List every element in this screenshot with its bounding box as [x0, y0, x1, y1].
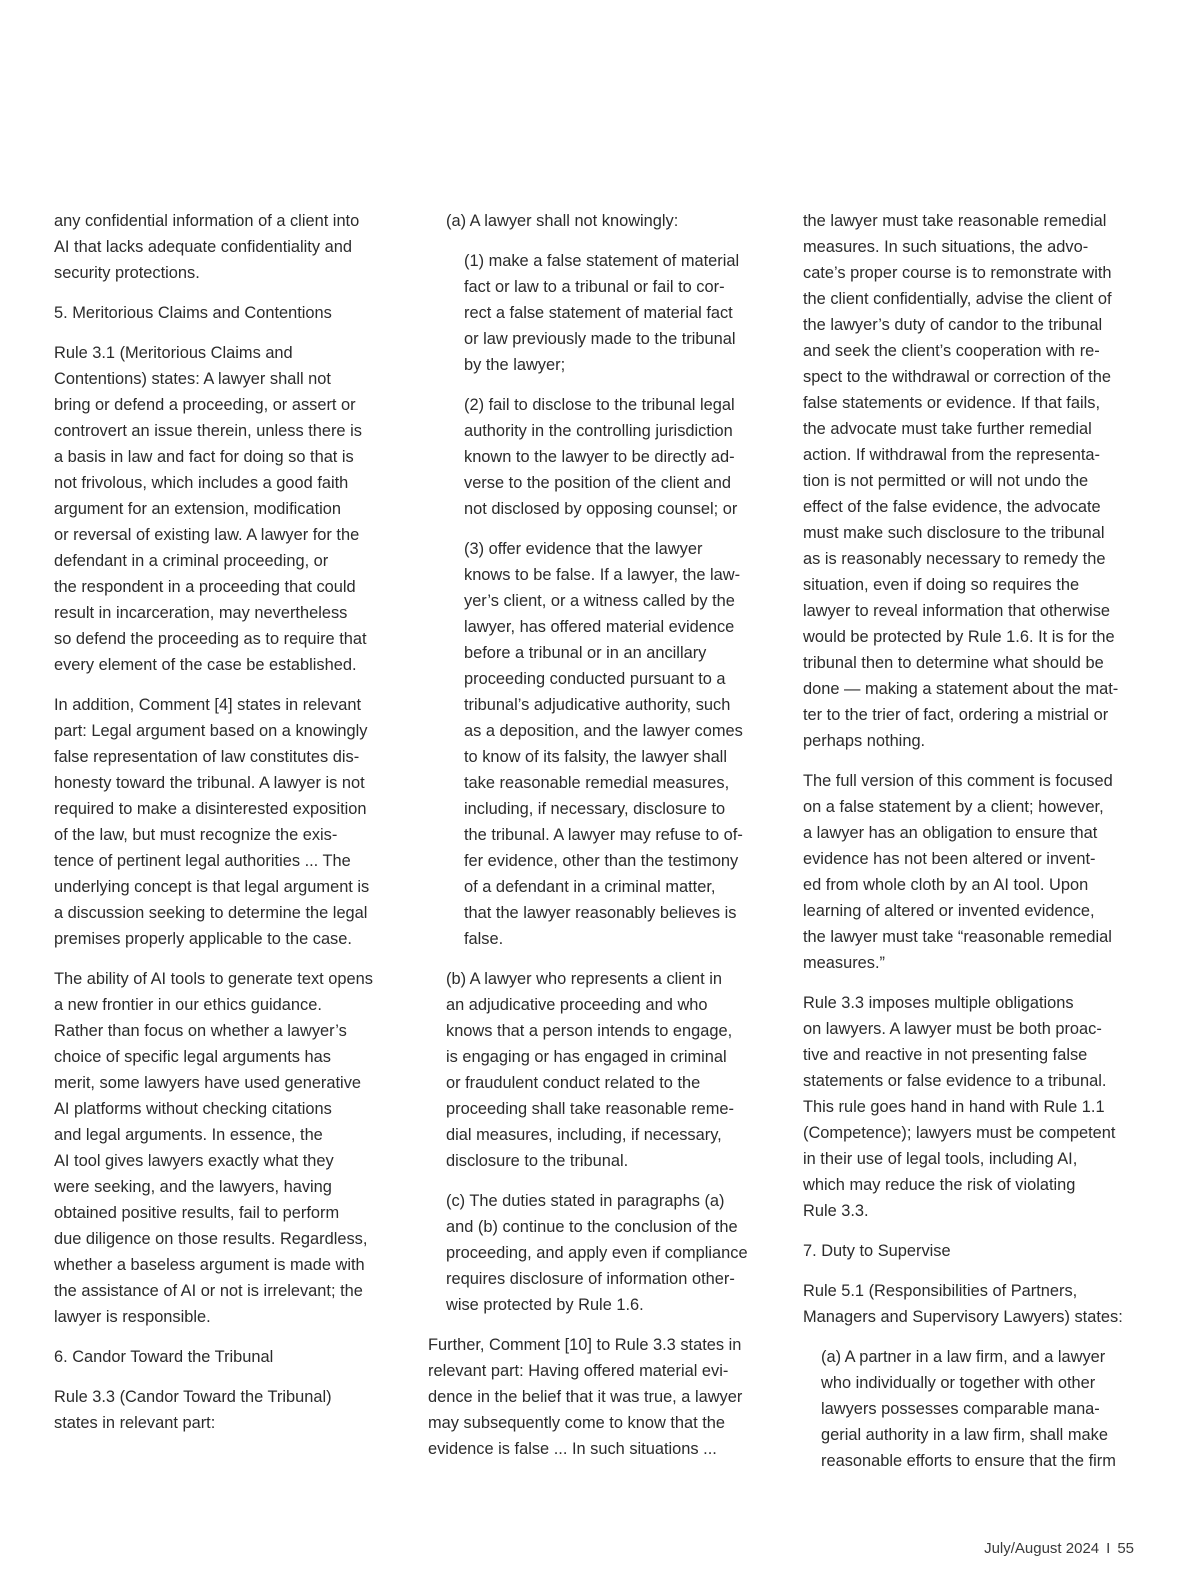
- column-3: [803, 208, 1148, 1488]
- rule-clause: (a) A partner in a law firm, and a lawyer who individually or together with other lawyers possesses comparable mana- gerial authority in a law firm, shall make reasonable efforts to ensure that the firm: [821, 1348, 1116, 1470]
- paragraph: the lawyer must take reasonable remedial measures. In such situations, the advo- cate’s proper course is to remonstrate with the client confidentially, advise the client of the lawyer’s duty of candor to the tribunal and seek the client’s cooperation with re- spect to the withdrawal or correction of the false statements or evidence. If that fails, the advocate must take further remedial action. If withdrawal from the representa- tion is not permitted or will not undo the effect of the false evidence, the advocate must make such disclosure to the tribunal as is reasonably necessary to remedy the situation, even if doing so requires the lawyer to reveal information that otherwise would be protected by Rule 1.6. It is for the tribunal then to determine what should be done — making a statement about the mat- ter to the trier of fact, ordering a mistrial or perhaps nothing.: [803, 212, 1119, 750]
- rule-clause: (a) A lawyer shall not knowingly:: [446, 212, 679, 230]
- page-number: 55: [1117, 1540, 1134, 1557]
- section-heading: 7. Duty to Supervise: [803, 1242, 951, 1260]
- paragraph: Further, Comment [10] to Rule 3.3 states in relevant part: Having offered material evi- dence in the belief that it was true, a lawyer may subsequently come to know that the evidence is false ... In such situations ...: [428, 1336, 743, 1458]
- rule-clause: (b) A lawyer who represents a client in an adjudicative proceeding and who knows that a person intends to engage, is engaging or has engaged in criminal or fraudulent conduct related to the proceeding shall take reasonable reme- dial measures, including, if necessary, disclosure to the tribunal.: [446, 970, 734, 1170]
- column-1: [54, 208, 394, 1450]
- section-heading: 6. Candor Toward the Tribunal: [54, 1348, 274, 1366]
- paragraph: In addition, Comment [4] states in relevant part: Legal argument based on a knowingly false representation of law constitutes dis- honesty toward the tribunal. A lawyer is not required to make a disinterested exposition of the law, but must recognize the exis- tence of pertinent legal authorities ... The underlying concept is that legal argument is a discussion seeking to determine the legal premises properly applicable to the case.: [54, 696, 370, 948]
- issue-date: July/August 2024: [984, 1540, 1100, 1557]
- paragraph: The full version of this comment is focused on a false statement by a client; however, a lawyer has an obligation to ensure that evidence has not been altered or invent- ed from whole cloth by an AI tool. Upon learning of altered or invented evidence, the lawyer must take “reasonable remedial measures.”: [803, 772, 1113, 972]
- rule-subclause: (1) make a false statement of material fact or law to a tribunal or fail to cor- rect a false statement of material fact or law previously made to the tribunal by the lawyer;: [464, 252, 740, 374]
- page-footer: [900, 1538, 1134, 1560]
- column-2: [428, 208, 768, 1476]
- footer-separator: I: [1106, 1540, 1111, 1557]
- paragraph: Rule 3.3 imposes multiple obligations on lawyers. A lawyer must be both proac- tive and reactive in not presenting false statements or false evidence to a tribunal. This rule goes hand in hand with Rule 1.1 (Competence); lawyers must be competent in their use of legal tools, including AI, which may reduce the risk of violating Rule 3.3.: [803, 994, 1116, 1220]
- rule-clause: (c) The duties stated in paragraphs (a) and (b) continue to the conclusion of the proceeding, and apply even if compliance requires disclosure of information other- wise protected by Rule 1.6.: [446, 1192, 748, 1314]
- rule-subclause: (3) offer evidence that the lawyer knows to be false. If a lawyer, the law- yer’s client, or a witness called by the lawyer, has offered material evidence before a tribunal or in an ancillary proceeding conducted pursuant to a tribunal’s adjudicative authority, such as a deposition, and the lawyer comes to know of its falsity, the lawyer shall take reasonable remedial measures, including, if necessary, disclosure to the tribunal. A lawyer may refuse to of- fer evidence, other than the testimony of a defendant in a criminal matter, that the lawyer reasonably believes is false.: [464, 540, 743, 948]
- section-heading: 5. Meritorious Claims and Contentions: [54, 304, 332, 322]
- rule-subclause: (2) fail to disclose to the tribunal legal authority in the controlling jurisdiction known to the lawyer to be directly ad- verse to the position of the client and not disclosed by opposing counsel; or: [464, 396, 738, 518]
- paragraph: Rule 3.1 (Meritorious Claims and Contentions) states: A lawyer shall not bring or defend a proceeding, or assert or controvert an issue therein, unless there is a basis in law and fact for doing so that is not frivolous, which includes a good faith argument for an extension, modification or reversal of existing law. A lawyer for the defendant in a criminal proceeding, or the respondent in a proceeding that could result in incarceration, may nevertheless so defend the proceeding as to require that every element of the case be established.: [54, 344, 367, 674]
- paragraph: any confidential information of a client into AI that lacks adequate confidentiality and security protections.: [54, 212, 360, 282]
- paragraph: Rule 3.3 (Candor Toward the Tribunal) states in relevant part:: [54, 1388, 332, 1432]
- paragraph: Rule 5.1 (Responsibilities of Partners, Managers and Supervisory Lawyers) states:: [803, 1282, 1123, 1326]
- paragraph: The ability of AI tools to generate text opens a new frontier in our ethics guidance. Rather than focus on whether a lawyer’s choice of specific legal arguments has merit, some lawyers have used generative AI platforms without checking citations and legal arguments. In essence, the AI tool gives lawyers exactly what they were seeking, and the lawyers, having obtained positive results, fail to perform due diligence on those results. Regardless, whether a baseless argument is made with the assistance of AI or not is irrelevant; the lawyer is responsible.: [54, 970, 373, 1326]
